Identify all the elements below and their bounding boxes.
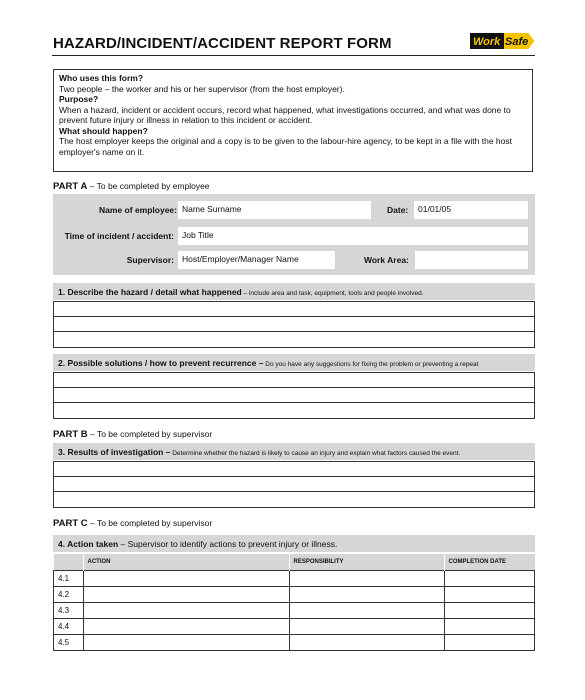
section-2-title: 2. Possible solutions / how to prevent recurrence –	[58, 358, 264, 368]
section-3-hint: Determine whether the hazard is likely to cause an injury and explain what factors caused the event.	[170, 450, 461, 457]
responsibility-cell[interactable]	[289, 619, 444, 635]
supervisor-field[interactable]: Host/Employer/Manager Name	[178, 251, 335, 269]
action-cell[interactable]	[83, 619, 289, 635]
part-a-desc: – To be completed by employee	[87, 181, 210, 191]
section-2-lines	[53, 372, 535, 419]
writing-line[interactable]	[54, 462, 534, 477]
row-number: 4.1	[54, 571, 84, 587]
section-1-title: 1. Describe the hazard / detail what happened	[58, 287, 242, 297]
section-3-lines	[53, 461, 535, 508]
employee-details-panel	[53, 194, 535, 275]
worksafe-logo	[470, 31, 534, 51]
writing-line[interactable]	[54, 332, 534, 347]
section-1-lines	[53, 301, 535, 348]
responsibility-cell[interactable]	[289, 587, 444, 603]
responsibility-column-header: RESPONSIBILITY	[289, 554, 444, 571]
logo-text-work: Work	[473, 36, 501, 48]
part-c-desc: – To be completed by supervisor	[87, 518, 213, 528]
time-of-incident-field[interactable]: Job Title	[178, 227, 528, 245]
time-of-incident-label: Time of incident / accident:	[64, 231, 174, 241]
info-answer-who: Two people – the worker and his or her supervisor (from the host employer).	[59, 83, 345, 94]
section-1-hint: – include area and task, equipment, tools and people involved.	[241, 290, 424, 297]
writing-line[interactable]	[54, 492, 534, 507]
name-of-employee-field[interactable]: Name Surname	[178, 201, 371, 219]
row-number: 4.4	[54, 619, 84, 635]
form-title: HAZARD/INCIDENT/ACCIDENT REPORT FORM	[53, 35, 392, 52]
part-a-heading	[53, 181, 210, 192]
writing-line[interactable]	[54, 403, 534, 418]
row-number: 4.5	[54, 635, 84, 651]
completion-date-cell[interactable]	[444, 619, 535, 635]
part-a-label: PART A	[53, 181, 88, 192]
work-area-field[interactable]	[415, 251, 528, 269]
section-4-bar	[53, 535, 535, 552]
section-3-title: 3. Results of investigation –	[58, 447, 171, 457]
action-cell[interactable]	[83, 603, 289, 619]
table-row	[54, 635, 535, 651]
completion-date-cell[interactable]	[444, 587, 535, 603]
work-area-label: Work Area:	[364, 255, 409, 265]
table-row	[54, 619, 535, 635]
info-answer-what: The host employer keeps the original and a copy is to be given to the labour-hire agency, to be kept in a file with the host employer's name on it.	[59, 136, 512, 157]
row-number-header	[54, 554, 84, 571]
row-number: 4.2	[54, 587, 84, 603]
part-b-heading	[53, 429, 212, 440]
date-label: Date:	[387, 205, 409, 215]
completion-date-cell[interactable]	[444, 635, 535, 651]
responsibility-cell[interactable]	[289, 635, 444, 651]
info-question-purpose: Purpose?	[59, 94, 99, 104]
info-answer-purpose: When a hazard, incident or accident occurs, record what happened, what investigations occurred, and what was done to prevent future injury or illness in relation to this incident or accident.	[59, 104, 511, 125]
part-c-label: PART C	[53, 518, 88, 529]
table-row	[54, 603, 535, 619]
action-table-header	[54, 554, 535, 571]
name-of-employee-label: Name of employee:	[99, 205, 177, 215]
action-cell[interactable]	[83, 587, 289, 603]
completion-date-cell[interactable]	[444, 571, 535, 587]
info-question-who: Who uses this form?	[59, 73, 144, 83]
supervisor-label: Supervisor:	[126, 255, 174, 265]
completion-date-cell[interactable]	[444, 603, 535, 619]
action-cell[interactable]	[83, 571, 289, 587]
completion-date-column-header: COMPLETION DATE	[444, 554, 535, 571]
table-row	[54, 571, 535, 587]
writing-line[interactable]	[54, 388, 534, 403]
writing-line[interactable]	[54, 373, 534, 388]
row-number: 4.3	[54, 603, 84, 619]
part-b-label: PART B	[53, 429, 88, 440]
writing-line[interactable]	[54, 302, 534, 317]
section-4-title: 4. Action taken	[58, 539, 119, 549]
section-1-bar	[53, 283, 535, 300]
part-c-heading	[53, 518, 212, 529]
info-question-what: What should happen?	[59, 125, 148, 136]
responsibility-cell[interactable]	[289, 603, 444, 619]
action-table	[53, 554, 535, 651]
writing-line[interactable]	[54, 477, 534, 492]
title-divider	[52, 55, 535, 56]
section-2-hint: Do you have any suggestions for fixing the problem or preventing a repeat	[263, 361, 479, 368]
section-2-bar	[53, 354, 535, 371]
section-4-desc: – Supervisor to identify actions to prevent injury or illness.	[118, 539, 338, 549]
table-row	[54, 587, 535, 603]
writing-line[interactable]	[54, 317, 534, 332]
action-column-header: ACTION	[83, 554, 289, 571]
date-field[interactable]: 01/01/05	[414, 201, 528, 219]
responsibility-cell[interactable]	[289, 571, 444, 587]
info-box	[53, 69, 533, 172]
section-3-bar	[53, 443, 535, 460]
logo-text-safe: Safe	[505, 36, 529, 48]
action-cell[interactable]	[83, 635, 289, 651]
part-b-desc: – To be completed by supervisor	[87, 429, 213, 439]
